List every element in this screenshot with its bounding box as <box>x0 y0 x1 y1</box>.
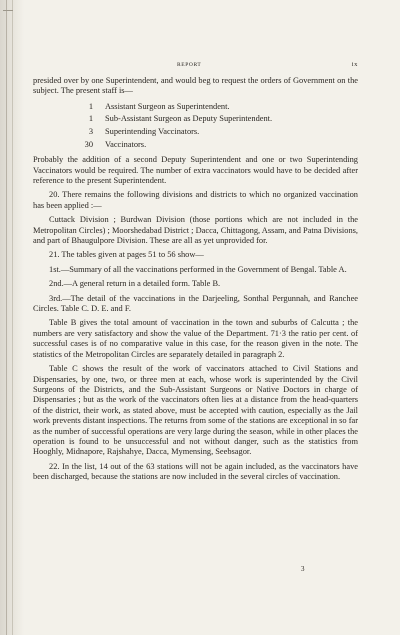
staff-role: Vaccinators. <box>105 139 147 149</box>
paragraph: 20. There remains the following divisions and districts to which no organized vaccination has been applied :— <box>33 190 358 210</box>
binding-gutter <box>0 0 24 635</box>
staff-count: 1 <box>88 114 93 124</box>
paragraph: Cuttack Division ; Burdwan Division (those portions which are not included in the Metropolitan Circles) ; Moorshedabad District ; Dacca, Chittagong, Assam, and Patna Divisions, and part of Bhaugulpore Division. These are all as yet unprovided for. <box>33 215 358 246</box>
paragraph: 21. The tables given at pages 51 to 56 show— <box>49 250 204 260</box>
gutter-rule <box>12 0 13 635</box>
paragraph: Probably the addition of a second Deputy Superintendent and one or two Superintending Vaccinators would be required. The number of extra vaccinators would have to be decided after reference to the present Superintendent. <box>33 155 358 185</box>
signature-mark: 3 <box>301 565 305 573</box>
staff-role: Assistant Surgeon as Superintendent. <box>105 101 230 111</box>
gutter-mark <box>3 10 13 11</box>
paragraph: Table B gives the total amount of vaccination in the town and suburbs of Calcutta ; the numbers are very satisfactory and show the value of the Department. 71·3 the ratio per cent. of successful cases is of no comparative value in this case, for the reason given in the note. The statistics of the Metropolitan Circles are separately detailed in paragraph 2. <box>33 318 358 359</box>
paragraph: 2nd.—A general return in a detailed form. Table B. <box>49 279 221 289</box>
paragraph: 22. In the list, 14 out of the 63 stations will not be again included, as the vaccinators have been discharged, because the stations are now included in the several circles of vaccination. <box>33 461 358 482</box>
running-head <box>33 62 358 72</box>
page-number: ix <box>351 61 358 68</box>
paragraph: 3rd.—The detail of the vaccinations in the Darjeeling, Sonthal Pergunnah, and Ranchee Circles. Table C. D. E. and F. <box>33 293 358 314</box>
list-item <box>75 101 358 114</box>
document-body <box>33 76 358 483</box>
list-item <box>75 126 358 139</box>
staff-count: 30 <box>84 139 93 149</box>
paragraph: presided over by one Superintendent, and would beg to request the orders of Government on the subject. The present staff is— <box>33 76 358 96</box>
staff-list <box>75 101 358 151</box>
gutter-rule <box>6 0 7 635</box>
list-item <box>75 139 358 152</box>
staff-count: 3 <box>88 127 93 136</box>
staff-count: 1 <box>88 101 93 111</box>
staff-role: Sub-Assistant Surgeon as Deputy Superintendent. <box>105 114 273 124</box>
paragraph: Table C shows the result of the work of vaccinators attached to Civil Stations and Dispensaries, by one, two, or three men at each, whose work is superintended by the Civil Surgeons of the Districts, and the Sub-Assistant Surgeons or Native Doctors in charge of Dispensaries ; but as the work of the vaccinators often lies at a distance from the head-quarters of the district, their work, as stated above, must be accepted with caution, especially as the Jail work prevents distant inspections. The returns from some of the stations are exceptional in so far as the number of successful operations are very large during the season, while in other places the operation is found to be unsuccessful and not without danger, such as the statistics from Hooghly, Midnapore, Rajshahye, Dacca, Mymensing, Seebsagor. <box>33 364 358 457</box>
staff-role: Superintending Vaccinators. <box>105 127 200 136</box>
paragraph: 1st.—Summary of all the vaccinations performed in the Government of Bengal. Table A. <box>49 264 347 274</box>
running-title: REPORT <box>177 62 202 68</box>
list-item <box>75 113 358 126</box>
